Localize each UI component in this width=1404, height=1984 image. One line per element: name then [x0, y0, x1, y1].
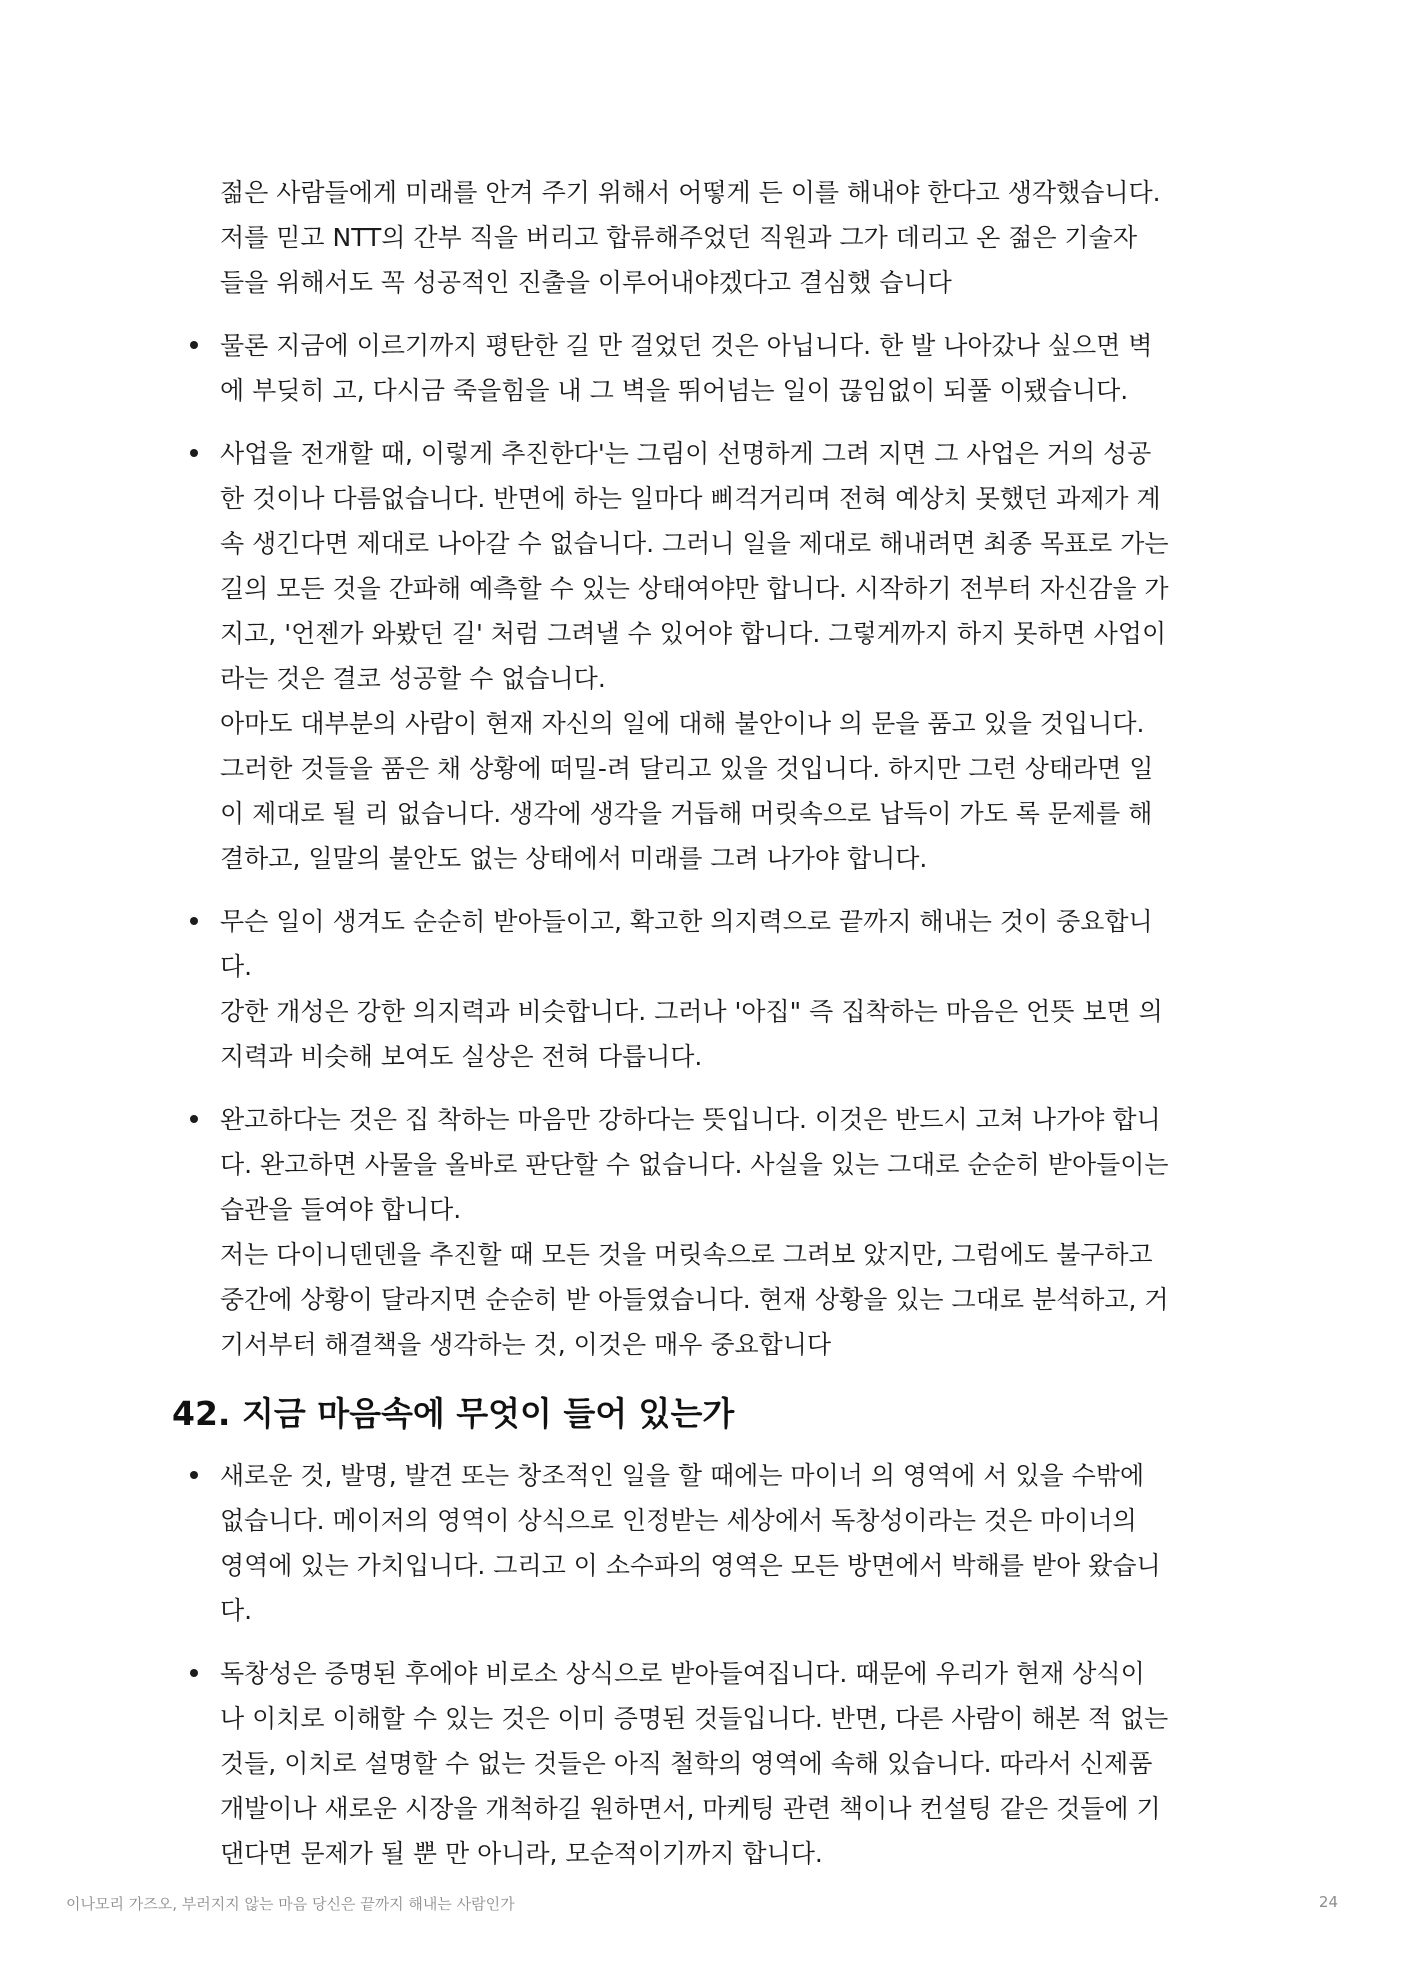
bullet-dot-icon: [190, 1669, 198, 1677]
footer-page-number: 24: [1318, 1893, 1338, 1911]
spacer: [220, 1079, 1240, 1097]
intro-paragraph: 젊은 사람들에게 미래를 안겨 주기 위해서 어떻게 든 이를 해내야 한다고 생각했습니다. 저를 믿고 NTT의 간부 직을 버리고 합류해주었던 직원과 그가 데리고 온 젊은 기술자 들을 위해서도 꼭 성공적인 진출을 이루어내야겠다고 결심했 습니다: [220, 178, 1161, 297]
spacer: [220, 881, 1240, 899]
spacer: [220, 305, 1240, 323]
bullet-dot-icon: [190, 449, 198, 457]
bullet-text: 사업을 전개할 때, 이렇게 추진한다'는 그림이 선명하게 그려 지면 그 사업은 거의 성공 한 것이나 다름없습니다. 반면에 하는 일마다 삐걱거리며 전혀 예상치 못했던 과제가 계 속 생긴다면 제대로 나아갈 수 없습니다. 그러니 일을 제대로 해내려면 최종 목표로 가는 길의 모든 것을 간파해 예측할 수 있는 상태여야만 합니다. 시작하기 전부터 자신감을 가 지고, '언젠가 와봤던 길' 처럼 그려낼 수 있어야 합니다. 그렇게까지 하지 못하면 사업이 라는 것은 결코 성공할 수 없습니다.: [220, 439, 1169, 693]
bullet-continuation: 강한 개성은 강한 의지력과 비슷합니다. 그러나 '아집" 즉 집착하는 마음은 언뜻 보면 의 지력과 비슷해 보여도 실상은 전혀 다릅니다.: [220, 997, 1163, 1071]
bullet-continuation: 저는 다이니덴덴을 추진할 때 모든 것을 머릿속으로 그려보 았지만, 그럼에도 불구하고 중간에 상황이 달라지면 순순히 받 아들였습니다. 현재 상황을 있는 그대로 분석하고, 거 기서부터 해결책을 생각하는 것, 이것은 매우 중요합니다: [220, 1240, 1169, 1359]
footer-book-title: 이나모리 가즈오, 부러지지 않는 마음 당신은 끝까지 해내는 사람인가: [66, 1895, 515, 1913]
bullet-item: [220, 431, 1240, 881]
bullet-text: 무슨 일이 생겨도 순순히 받아들이고, 확고한 의지력으로 끝까지 해내는 것이 중요합니 다.: [220, 907, 1153, 981]
section-heading: 42. 지금 마음속에 무엇이 들어 있는가: [172, 1394, 735, 1433]
bullet-dot-icon: [190, 917, 198, 925]
bullet-item: [220, 1651, 1240, 1876]
spacer: [220, 1633, 1240, 1651]
bullet-item: [220, 1453, 1240, 1633]
bullet-continuation: 아마도 대부분의 사람이 현재 자신의 일에 대해 불안이나 의 문을 품고 있을 것입니다. 그러한 것들을 품은 채 상황에 떠밀-려 달리고 있을 것입니다. 하지만 그런 상태라면 일 이 제대로 될 리 없습니다. 생각에 생각을 거듭해 머릿속으로 납득이 가도 록 문제를 해 결하고, 일말의 불안도 없는 상태에서 미래를 그려 나가야 합니다.: [220, 709, 1154, 873]
bullet-item: [220, 323, 1240, 413]
bullet-dot-icon: [190, 341, 198, 349]
bullet-text: 새로운 것, 발명, 발견 또는 창조적인 일을 할 때에는 마이너 의 영역에 서 있을 수밖에 없습니다. 메이저의 영역이 상식으로 인정받는 세상에서 독창성이라는 것은 마이너의 영역에 있는 가치입니다. 그리고 이 소수파의 영역은 모든 방면에서 박해를 받아 왔습니 다.: [220, 1461, 1161, 1625]
page-content: [172, 170, 1240, 1876]
bullet-text: 물론 지금에 이르기까지 평탄한 길 만 걸었던 것은 아닙니다. 한 발 나아갔나 싶으면 벽 에 부딪히 고, 다시금 죽을힘을 내 그 벽을 뛰어넘는 일이 끊임없이 되풀 이됐습니다.: [220, 331, 1153, 405]
spacer: [220, 413, 1240, 431]
bullet-item: [220, 899, 1240, 1079]
bullet-text: 완고하다는 것은 집 착하는 마음만 강하다는 뜻입니다. 이것은 반드시 고쳐 나가야 합니 다. 완고하면 사물을 올바로 판단할 수 없습니다. 사실을 있는 그대로 순순히 받아들이는 습관을 들여야 합니다.: [220, 1105, 1169, 1224]
bullet-item: [220, 1097, 1240, 1367]
bullet-dot-icon: [190, 1115, 198, 1123]
bullet-text: 독창성은 증명된 후에야 비로소 상식으로 받아들여집니다. 때문에 우리가 현재 상식이 나 이치로 이해할 수 있는 것은 이미 증명된 것들입니다. 반면, 다른 사람이 해본 적 없는 것들, 이치로 설명할 수 없는 것들은 아직 철학의 영역에 속해 있습니다. 따라서 신제품 개발이나 새로운 시장을 개척하길 원하면서, 마케팅 관련 책이나 컨설팅 같은 것들에 기 댄다면 문제가 될 뿐 만 아니라, 모순적이기까지 합니다.: [220, 1659, 1169, 1868]
bullet-dot-icon: [190, 1471, 198, 1479]
